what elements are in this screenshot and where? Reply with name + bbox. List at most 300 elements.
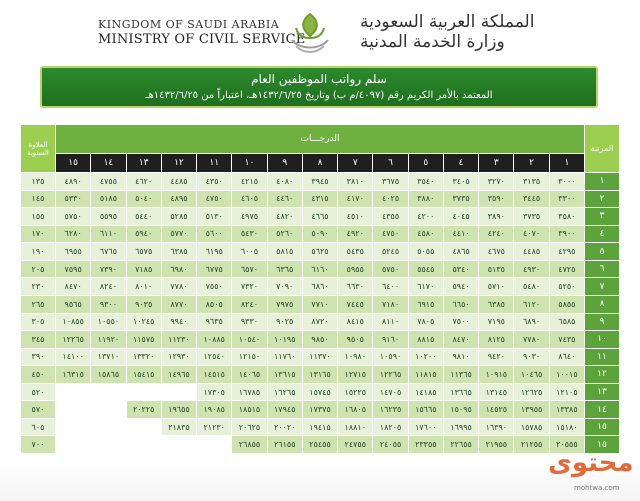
salary-cell: ٨٢٤٠ xyxy=(91,278,125,295)
salary-cell: ١٢٩٣٠ xyxy=(162,349,196,366)
salary-cell: ٧٤٤٥ xyxy=(338,296,372,313)
rank-cell: ٢ xyxy=(585,191,619,208)
salary-cell: ٦٤٠٠ xyxy=(373,278,407,295)
table-row xyxy=(21,296,619,313)
rank-cell: ٩ xyxy=(585,314,619,331)
salary-cell: ١١٣٦٥ xyxy=(444,366,478,383)
salary-cell: ٤٧٥٠ xyxy=(197,191,231,208)
salary-cell: ١٠٤٦٥ xyxy=(514,366,548,383)
salary-cell: ١٥٧٨٥ xyxy=(514,419,548,436)
step-header: ٤ xyxy=(444,154,478,172)
rank-header: المرتبة xyxy=(585,125,619,172)
salary-cell: ١٩٤١٥ xyxy=(303,419,337,436)
salary-cell: ٢٦٨٥٥ xyxy=(232,436,266,453)
salary-cell: ٤٦٢٠ xyxy=(127,173,161,190)
salary-cell: ٥١٨٥ xyxy=(91,191,125,208)
salary-cell: ٥٢٦٠ xyxy=(268,226,302,243)
allowance-cell: ٤٥٠ xyxy=(21,366,55,383)
salary-cell: ٦٦٣٠ xyxy=(338,278,372,295)
salary-cell: ٦٠٠٥ xyxy=(232,243,266,260)
salary-cell: ٤٣٥٠ xyxy=(197,173,231,190)
salary-cell: ٦٥٧٥ xyxy=(127,243,161,260)
step-header: ٧ xyxy=(338,154,372,172)
table-row xyxy=(21,173,619,190)
salary-cell: ١٩٠٨٥ xyxy=(197,401,231,418)
salary-cell xyxy=(91,401,125,418)
salary-cell: ١٠٥٤٠ xyxy=(232,331,266,348)
rank-cell: ١٤ xyxy=(585,401,619,418)
salary-cell: ٤٦٧٥ xyxy=(479,243,513,260)
salary-cell: ٢٥٤٥٥ xyxy=(303,436,337,453)
salary-cell: ٣٤٤٥ xyxy=(514,191,548,208)
salary-cell: ٤٠٨٠ xyxy=(268,173,302,190)
salary-cell: ٧٥٠٠ xyxy=(444,314,478,331)
salary-cell: ٦١٢٠ xyxy=(514,296,548,313)
salary-cell: ٨٧٢٠ xyxy=(303,314,337,331)
salary-cell: ٢١٩٥٥ xyxy=(479,436,513,453)
table-row xyxy=(21,401,619,418)
salary-cell: ٥٤٨٠ xyxy=(514,278,548,295)
salary-cell: ٩٦٣٥ xyxy=(197,314,231,331)
watermark-logo: محتوى xyxy=(548,448,634,478)
salary-cell: ١٨٢٠٥ xyxy=(373,419,407,436)
allowance-cell: ٣٩٠ xyxy=(21,349,55,366)
salary-cell: ١٠٥٩٠ xyxy=(373,349,407,366)
allowance-cell: ٦٠٥ xyxy=(21,419,55,436)
salary-cell: ٧٧١٠ xyxy=(303,296,337,313)
step-header: ١١ xyxy=(197,154,231,172)
salary-cell: ٦٧٧٥ xyxy=(197,261,231,278)
allowance-cell: ٢٣٠ xyxy=(21,278,55,295)
salary-cell: ٢٢٦٥٥ xyxy=(444,436,478,453)
salary-cell xyxy=(56,436,90,453)
table-row xyxy=(21,208,619,225)
salary-cell: ١٩٦٥٥ xyxy=(162,401,196,418)
table-body xyxy=(21,173,619,453)
salary-cell: ١٣٣٨٥ xyxy=(550,401,584,418)
salary-cell: ١١٣٧٠ xyxy=(303,349,337,366)
salary-cell: ٥٧٥٠ xyxy=(373,261,407,278)
salary-cell xyxy=(127,419,161,436)
salary-cell: ٣٩٠٠ xyxy=(550,226,584,243)
step-header: ٩ xyxy=(268,154,302,172)
salary-cell: ٣٧٣٥ xyxy=(514,208,548,225)
salary-cell: ٧٥٩٥ xyxy=(56,261,90,278)
salary-cell: ٦٢٨٠ xyxy=(56,226,90,243)
salary-cell: ٨٤٧٠ xyxy=(56,278,90,295)
salary-cell: ١٤١٨٥ xyxy=(409,384,443,401)
step-header: ٨ xyxy=(303,154,337,172)
salary-cell: ٨٤٧٠ xyxy=(444,331,478,348)
table-row xyxy=(21,349,619,366)
ministry-name-ar: وزارة الخدمة المدنية xyxy=(360,32,505,52)
salary-cell: ١٦٣٩٠ xyxy=(479,419,513,436)
salary-cell: ١٣١٦٥ xyxy=(303,366,337,383)
salary-cell: ٥٧١٠ xyxy=(479,278,513,295)
salary-cell: ٩٤٢٠ xyxy=(479,349,513,366)
salary-cell: ٧١٨٥ xyxy=(127,261,161,278)
allowance-header: العلاوة السنوية xyxy=(21,125,55,172)
rank-cell: ٧ xyxy=(585,278,619,295)
allowance-cell: ٢٠٥ xyxy=(21,261,55,278)
salary-cell: ٧٤٣٥ xyxy=(550,331,584,348)
salary-cell: ١٣٩٥٥ xyxy=(514,401,548,418)
table-row xyxy=(21,314,619,331)
salary-cell: ١٥٧٤٥ xyxy=(303,384,337,401)
salary-cell xyxy=(56,419,90,436)
salary-cell: ١٢٢٦٥ xyxy=(373,366,407,383)
page-header xyxy=(0,0,640,62)
salary-cell: ٧٧٨٠ xyxy=(514,331,548,348)
salary-cell: ٨٠١٠ xyxy=(127,278,161,295)
salary-cell: ٥٢٤٥ xyxy=(373,243,407,260)
salary-cell: ٥٢٥٠ xyxy=(550,278,584,295)
salary-cell: ١٧٣٠٥ xyxy=(197,384,231,401)
table-row xyxy=(21,384,619,401)
salary-cell: ١٢٥٤٠ xyxy=(197,349,231,366)
salary-cell: ١١٨١٥ xyxy=(409,366,443,383)
salary-cell: ٨٨١٥ xyxy=(409,331,443,348)
salary-cell: ٥٧٧٠ xyxy=(162,226,196,243)
salary-cell: ٢٤٧٥٥ xyxy=(338,436,372,453)
salary-cell: ٣٨٩٠ xyxy=(479,208,513,225)
salary-cell xyxy=(56,384,90,401)
salary-cell: ١٧٩٤٥ xyxy=(268,401,302,418)
salary-cell: ٢٠٠٢٠ xyxy=(268,419,302,436)
step-header: ٣ xyxy=(479,154,513,172)
salary-cell: ١٤٧٠٥ xyxy=(373,384,407,401)
salary-cell: ٢٠٦٢٥ xyxy=(232,419,266,436)
salary-cell: ٦٩١٥ xyxy=(409,296,443,313)
salary-cell: ٤٤٨٥ xyxy=(514,243,548,260)
salary-cell: ١٦٢٣٥ xyxy=(373,401,407,418)
salary-cell: ١١٢٣٠ xyxy=(162,331,196,348)
salary-cell: ١٥٦٦٥ xyxy=(409,401,443,418)
kingdom-name-en: KINGDOM OF SAUDI ARABIA xyxy=(98,18,280,31)
salary-cell: ٣٢٧٠ xyxy=(479,173,513,190)
salary-cell: ٧٥٥٠ xyxy=(197,278,231,295)
ministry-name-en: MINISTRY OF CIVIL SERVICE xyxy=(98,32,306,47)
salary-cell: ٢٠٢٢٥ xyxy=(127,401,161,418)
salary-cell: ٩٩٤٠ xyxy=(162,314,196,331)
table-row xyxy=(21,243,619,260)
salary-cell: ٢٤٠٥٥ xyxy=(373,436,407,453)
step-header: ١٥ xyxy=(56,154,90,172)
allowance-cell: ١٧٠ xyxy=(21,226,55,243)
salary-cell: ١٠٩٨٠ xyxy=(338,349,372,366)
salary-cell: ١٢١٥٠ xyxy=(232,349,266,366)
salary-cell: ٤١٧٠ xyxy=(338,191,372,208)
salary-cell: ٨٧٧٠ xyxy=(162,296,196,313)
steps-row xyxy=(21,154,619,172)
salary-cell xyxy=(162,384,196,401)
rank-cell: ٤ xyxy=(585,226,619,243)
title-banner xyxy=(40,66,598,108)
salary-cell: ١٤٥٢٥ xyxy=(479,401,513,418)
table-row xyxy=(21,278,619,295)
salary-cell: ٢١٨٣٥ xyxy=(162,419,196,436)
salary-cell: ٣٠٠٠ xyxy=(550,173,584,190)
salary-cell xyxy=(91,436,125,453)
salary-cell: ٤٢٤٠ xyxy=(479,226,513,243)
salary-cell: ١٦٣١٥ xyxy=(56,366,90,383)
rank-cell: ٥ xyxy=(585,243,619,260)
salary-cell: ١١٩٢٠ xyxy=(91,331,125,348)
salary-cell: ١٢٢٦٥ xyxy=(56,331,90,348)
salary-cell: ٤٦٠٥ xyxy=(232,191,266,208)
salary-cell: ٥٧٥٠ xyxy=(56,208,90,225)
salary-cell: ٣١٣٥ xyxy=(514,173,548,190)
salary-cell: ٤٠٧٠ xyxy=(514,226,548,243)
salary-cell: ٧١٩٥ xyxy=(479,314,513,331)
salary-cell: ٣٥٩٠ xyxy=(479,191,513,208)
table-row xyxy=(21,366,619,383)
salary-cell: ٤٣١٥ xyxy=(303,191,337,208)
salary-cell: ٨١٢٥ xyxy=(479,331,513,348)
salary-cell: ١٨٥١٥ xyxy=(232,401,266,418)
salary-cell: ٩٣٣٠ xyxy=(232,314,266,331)
salary-cell: ٤٨٦٥ xyxy=(444,243,478,260)
salary-cell: ٤٩٢٠ xyxy=(338,226,372,243)
salary-cell: ١٠٩١٥ xyxy=(479,366,513,383)
allowance-cell: ٥٢٠ xyxy=(21,384,55,401)
rank-cell: ١٥ xyxy=(585,419,619,436)
salary-cell: ٥٨١٥ xyxy=(268,243,302,260)
salary-cell xyxy=(127,384,161,401)
step-header: ١٣ xyxy=(127,154,161,172)
salary-cell: ٧٠٩٠ xyxy=(268,278,302,295)
salary-cell: ٩١٦٠ xyxy=(373,331,407,348)
salary-cell: ٤٧٢٥ xyxy=(550,261,584,278)
watermark-bar xyxy=(0,462,640,501)
salary-cell: ١٠٨٨٥ xyxy=(197,331,231,348)
salary-cell: ٤٤٨٥ xyxy=(162,173,196,190)
salary-cell: ٥٩٥٥ xyxy=(338,261,372,278)
salary-cell: ٤٧٥٥ xyxy=(91,173,125,190)
salary-cell: ٥٥٤٥ xyxy=(409,261,443,278)
rank-cell: ١٠ xyxy=(585,331,619,348)
salary-cell: ٥٩٤٠ xyxy=(127,226,161,243)
watermark-domain: mohtwa.com xyxy=(574,484,620,492)
salary-cell: ٥٢٨٥ xyxy=(162,208,196,225)
salary-cell: ٩٣٠٠ xyxy=(91,296,125,313)
allowance-cell: ٣٤٥ xyxy=(21,331,55,348)
step-header: ٥ xyxy=(409,154,443,172)
salary-cell: ٧٧٨٠ xyxy=(162,278,196,295)
salary-cell: ٦٨٦٠ xyxy=(303,278,337,295)
salary-cell: ٧٣٩٠ xyxy=(91,261,125,278)
salary-cell: ١٤٥١٥ xyxy=(197,366,231,383)
step-header: ١٠ xyxy=(232,154,266,172)
salary-cell: ٦١١٠ xyxy=(91,226,125,243)
salary-cell xyxy=(56,401,90,418)
allowance-cell: ١٥٥ xyxy=(21,208,55,225)
salary-cell: ٥٦٢٥ xyxy=(303,243,337,260)
salary-cell: ٩٠٢٥ xyxy=(268,314,302,331)
salary-cell: ١٧٣٧٥ xyxy=(303,401,337,418)
salary-cell: ١٦٢٦٥ xyxy=(268,384,302,401)
salary-cell: ٤٤١٠ xyxy=(444,226,478,243)
salary-cell: ٤٥١٠ xyxy=(338,208,372,225)
salary-cell: ١٦٧٨٥ xyxy=(232,384,266,401)
salary-table-container xyxy=(20,124,620,454)
salary-cell: ١٦٨٠٥ xyxy=(338,401,372,418)
salary-cell: ١٠٥٥٠ xyxy=(91,314,125,331)
salary-cell: ٩٨١٠ xyxy=(444,349,478,366)
salary-cell: ٩٥٦٥ xyxy=(56,296,90,313)
salary-cell: ١٠٢٤٥ xyxy=(127,314,161,331)
salary-cell: ٩٨٥٠ xyxy=(303,331,337,348)
salary-cell: ٤٢٩٥ xyxy=(550,243,584,260)
salary-cell: ٣٥٨٠ xyxy=(550,208,584,225)
salary-cell: ٥٣٣٠ xyxy=(56,191,90,208)
table-row xyxy=(21,226,619,243)
salary-cell: ٢١٢٥٥ xyxy=(514,436,548,453)
salary-cell: ١٥٢٢٥ xyxy=(338,384,372,401)
salary-cell: ٥٩٤٠ xyxy=(444,278,478,295)
salary-cell: ٥٤٤٠ xyxy=(127,208,161,225)
salary-cell: ٤٥٨٠ xyxy=(409,226,443,243)
salary-cell: ١٦٩٩٥ xyxy=(444,419,478,436)
step-header: ١٢ xyxy=(162,154,196,172)
allowance-cell: ١٤٥ xyxy=(21,191,55,208)
salary-cell: ٣٩٤٥ xyxy=(303,173,337,190)
salary-cell: ٤٧٥٠ xyxy=(373,226,407,243)
salary-cell: ٥٠٥٥ xyxy=(409,243,443,260)
salary-cell: ٢٠٥٥٥ xyxy=(550,436,584,453)
salary-cell: ١٢٦٢٥ xyxy=(514,384,548,401)
rank-cell: ١١ xyxy=(585,349,619,366)
salary-cell: ١١٧٦٠ xyxy=(268,349,302,366)
salary-cell: ٤٠٤٥ xyxy=(444,208,478,225)
kingdom-name-ar: المملكة العربية السعودية xyxy=(360,12,535,32)
salary-cell: ٦٣٨٥ xyxy=(162,243,196,260)
salary-table xyxy=(20,124,620,454)
rank-cell: ١٣ xyxy=(585,384,619,401)
salary-cell: ٤٨٩٠ xyxy=(56,173,90,190)
salary-cell xyxy=(127,436,161,453)
salary-cell: ٣٦٧٥ xyxy=(373,173,407,190)
salary-cell: ٦٦٥٠ xyxy=(444,296,478,313)
salary-cell: ٥٠٤٠ xyxy=(127,191,161,208)
table-row xyxy=(21,419,619,436)
salary-cell: ٦٣٦٥ xyxy=(268,261,302,278)
allowance-cell: ١٩٠ xyxy=(21,243,55,260)
table-row xyxy=(21,191,619,208)
step-header: ١٤ xyxy=(91,154,125,172)
salary-cell: ٩٠٣٥ xyxy=(127,296,161,313)
allowance-cell: ٥٧٠ xyxy=(21,401,55,418)
salary-cell: ٨٦٤٠ xyxy=(550,349,584,366)
salary-cell: ٦٩٥٥ xyxy=(56,243,90,260)
salary-cell: ٤٦٦٥ xyxy=(303,208,337,225)
salary-cell: ٨١١٠ xyxy=(373,314,407,331)
salary-cell: ١٠٢٠٠ xyxy=(409,349,443,366)
salary-cell: ١٤١٠٠ xyxy=(56,349,90,366)
table-row xyxy=(21,436,619,453)
salary-cell: ٢١٢٣٠ xyxy=(197,419,231,436)
salary-cell: ١٤٠٦٥ xyxy=(232,366,266,383)
salary-cell: ١٥٨٦٥ xyxy=(91,366,125,383)
salary-cell: ١٣٣٢٠ xyxy=(127,349,161,366)
salary-cell xyxy=(162,436,196,453)
salary-cell: ٦١٧٠ xyxy=(409,278,443,295)
salary-cell: ٣٤٠٥ xyxy=(444,173,478,190)
salary-cell: ٦٩٨٠ xyxy=(162,261,196,278)
rank-cell: ١٢ xyxy=(585,366,619,383)
salary-cell: ٥١٣٥ xyxy=(479,261,513,278)
salary-cell: ٥٨٥٥ xyxy=(550,296,584,313)
salary-cell: ١١٥٧٥ xyxy=(127,331,161,348)
salary-cell: ١٠٠١٥ xyxy=(550,366,584,383)
salary-cell: ٧٨٠٥ xyxy=(409,314,443,331)
salary-cell: ١٠١٩٥ xyxy=(268,331,302,348)
salary-cell: ١٥١٨٠ xyxy=(550,419,584,436)
salary-cell: ٣٥٤٠ xyxy=(409,173,443,190)
salary-cell: ٦٨٩٠ xyxy=(514,314,548,331)
table-row xyxy=(21,331,619,348)
grades-header: الدرجـــات xyxy=(56,125,584,153)
rank-cell: ١ xyxy=(585,173,619,190)
salary-cell: ٤٢٠٠ xyxy=(409,208,443,225)
salary-cell: ٤٢١٥ xyxy=(232,173,266,190)
step-header: ٦ xyxy=(373,154,407,172)
rank-cell: ١٥ xyxy=(585,436,619,453)
salary-cell xyxy=(91,384,125,401)
salary-cell: ٤٤٦٠ xyxy=(268,191,302,208)
rank-cell: ٦ xyxy=(585,261,619,278)
salary-cell: ٣٣٠٠ xyxy=(550,191,584,208)
table-row xyxy=(21,261,619,278)
salary-cell: ١٣١٤٥ xyxy=(479,384,513,401)
rank-cell: ٣ xyxy=(585,208,619,225)
salary-cell: ١٥٠٩٥ xyxy=(444,401,478,418)
salary-cell: ٧١٨٠ xyxy=(373,296,407,313)
salary-cell: ٥٠٩٠ xyxy=(303,226,337,243)
banner-title: سلم رواتب الموظفين العام xyxy=(251,72,387,86)
salary-cell: ٥٤٣٠ xyxy=(232,226,266,243)
salary-cell: ١٥٤١٥ xyxy=(127,366,161,383)
salary-cell: ٤٨٩٥ xyxy=(162,191,196,208)
salary-cell: ٥٤٣٥ xyxy=(338,243,372,260)
salary-cell: ١٧٦٠٠ xyxy=(409,419,443,436)
salary-cell: ٣٧٣٥ xyxy=(444,191,478,208)
salary-cell: ٤٩٣٠ xyxy=(514,261,548,278)
salary-cell: ٥٦٠٠ xyxy=(197,226,231,243)
allowance-cell: ٢٦٥ xyxy=(21,296,55,313)
allowance-cell: ٧٠٠ xyxy=(21,436,55,453)
salary-cell: ٧٣٢٠ xyxy=(232,278,266,295)
salary-cell: ٨٥٠٥ xyxy=(197,296,231,313)
salary-cell: ٤٩٧٥ xyxy=(232,208,266,225)
banner-subtitle: المعتمد بالأمر الكريم رقم (٤٠٩٧/م ب) وتاريخ ١٤٣٢/٦/٢٥هـ، اعتباراً من ١٤٣٢/٦/٢٥هـ xyxy=(145,90,493,101)
salary-cell: ٨٢٤٠ xyxy=(232,296,266,313)
salary-cell: ٥٥٩٥ xyxy=(91,208,125,225)
salary-cell: ٣٨١٠ xyxy=(338,173,372,190)
salary-cell xyxy=(91,419,125,436)
salary-cell: ١٢٧١٥ xyxy=(338,366,372,383)
salary-cell: ٦٥٨٥ xyxy=(550,314,584,331)
salary-cell: ٥٣٤٠ xyxy=(444,261,478,278)
rank-cell: ٨ xyxy=(585,296,619,313)
salary-cell: ٨٤١٥ xyxy=(338,314,372,331)
salary-cell: ١٤٩٦٥ xyxy=(162,366,196,383)
salary-cell: ٩٠٣٠ xyxy=(514,349,548,366)
step-header: ١ xyxy=(550,154,584,172)
salary-cell: ١٣٧١٠ xyxy=(91,349,125,366)
salary-cell: ١٠٨٥٥ xyxy=(56,314,90,331)
salary-cell: ١٣٦١٥ xyxy=(268,366,302,383)
